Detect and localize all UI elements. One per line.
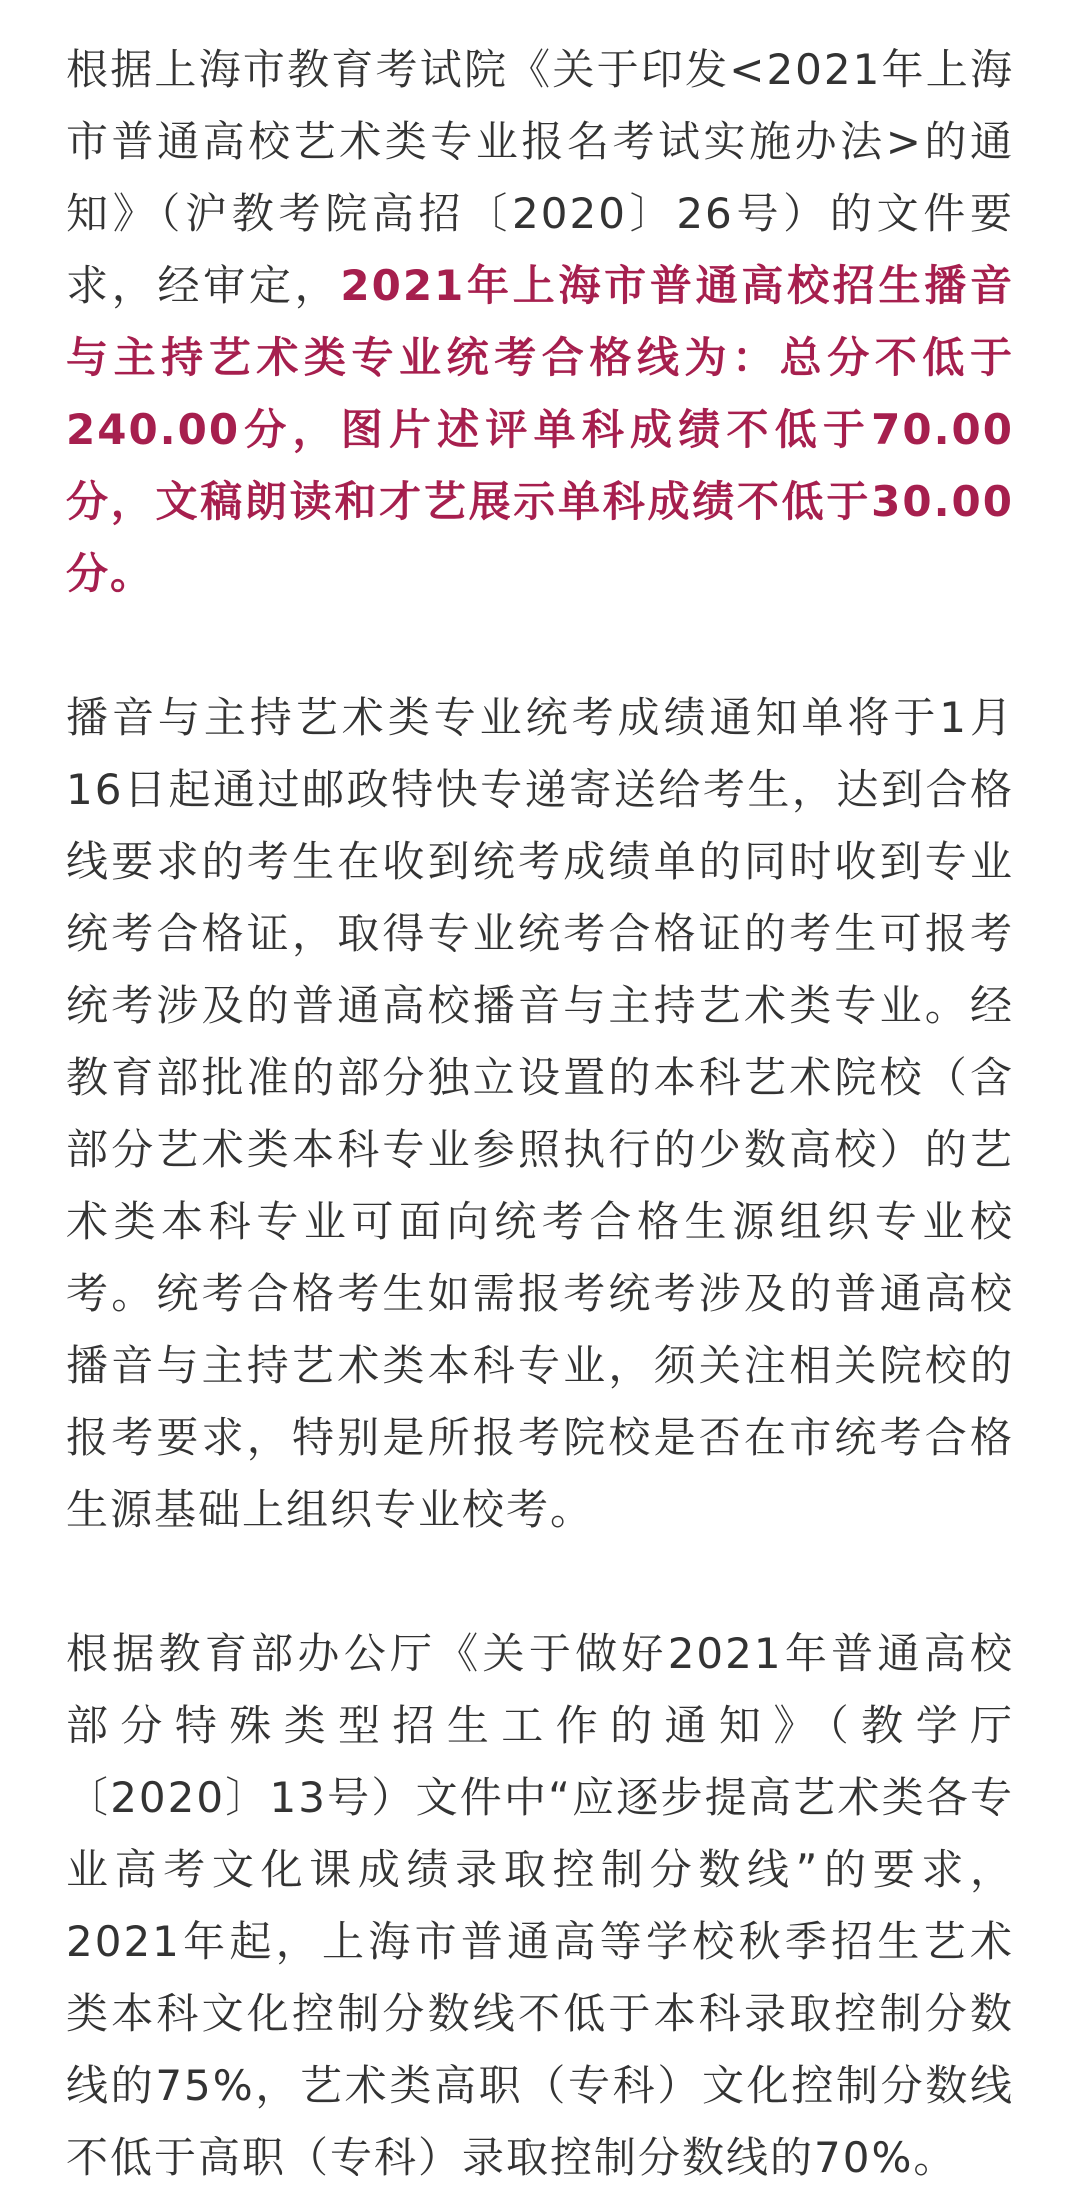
paragraph-text: 根据上海市教育考试院《关于印发<2021年上海市普通高校艺术类专业报名考试实施办法>的通知》（沪教考院高招〔2020〕26号）的文件要求，经审定， bbox=[66, 45, 1014, 310]
paragraph-cultural-score-line bbox=[66, 1618, 1014, 2194]
paragraph-qualification-notice bbox=[66, 34, 1014, 610]
highlighted-passing-scores: 2021年上海市普通高校招生播音与主持艺术类专业统考合格线为：总分不低于240.00分，图片述评单科成绩不低于70.00分，文稿朗读和才艺展示单科成绩不低于30.00分。 bbox=[66, 261, 1014, 598]
paragraph-score-notification bbox=[66, 682, 1014, 1546]
paragraph-text: 根据教育部办公厅《关于做好2021年普通高校部分特殊类型招生工作的通知》（教学厅〔2020〕13号）文件中“应逐步提高艺术类各专业高考文化课成绩录取控制分数线”的要求，2021年起，上海市普通高等学校秋季招生艺术类本科文化控制分数线不低于本科录取控制分数线的75%，艺术类高职（专科）文化控制分数线不低于高职（专科）录取控制分数线的70%。 bbox=[66, 1629, 1014, 2182]
article-body bbox=[66, 34, 1014, 2194]
paragraph-text: 播音与主持艺术类专业统考成绩通知单将于1月16日起通过邮政特快专递寄送给考生，达到合格线要求的考生在收到统考成绩单的同时收到专业统考合格证，取得专业统考合格证的考生可报考统考涉及的普通高校播音与主持艺术类专业。经教育部批准的部分独立设置的本科艺术院校（含部分艺术类本科专业参照执行的少数高校）的艺术类本科专业可面向统考合格生源组织专业校考。统考合格考生如需报考统考涉及的普通高校播音与主持艺术类本科专业，须关注相关院校的报考要求，特别是所报考院校是否在市统考合格生源基础上组织专业校考。 bbox=[66, 693, 1014, 1534]
